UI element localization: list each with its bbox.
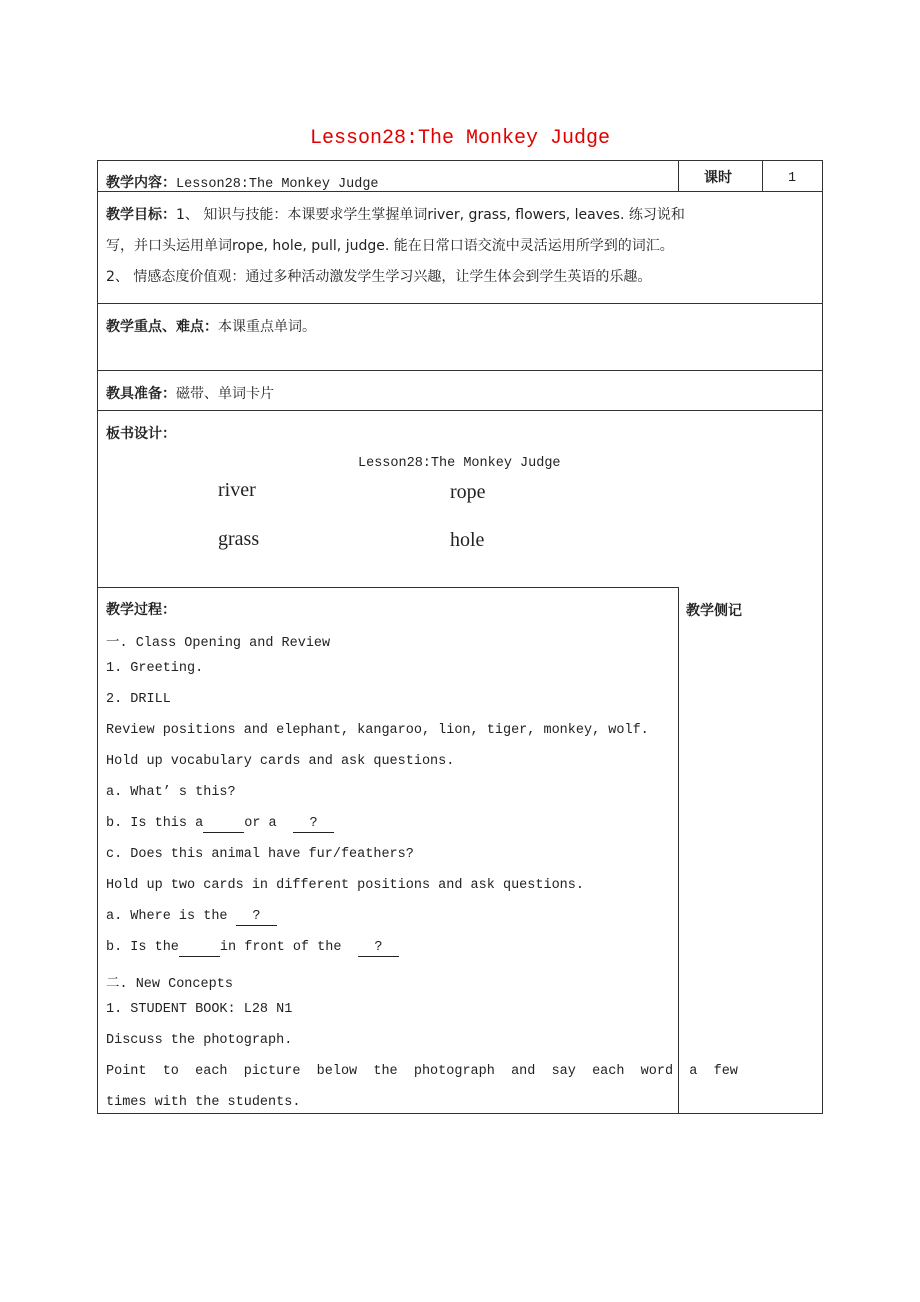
board-word: grass bbox=[218, 528, 260, 550]
answer-blank bbox=[358, 940, 399, 957]
objectives-label: 教学目标： bbox=[106, 207, 176, 223]
question-text: b. Is the bbox=[106, 940, 179, 955]
process-label: 教学过程： bbox=[106, 602, 176, 618]
question-where bbox=[106, 909, 277, 926]
board-label: 板书设计： bbox=[106, 426, 176, 442]
answer-blank bbox=[179, 940, 220, 957]
process-line: 一. Class Opening and Review bbox=[106, 636, 331, 651]
process-line: 2. DRILL bbox=[106, 692, 171, 707]
process-line: Review positions and elephant, kangaroo, lion, tiger, monkey, wolf. bbox=[106, 723, 649, 738]
period-label: 课时 bbox=[704, 170, 732, 186]
process-line: 1. Greeting. bbox=[106, 661, 204, 676]
materials-value: 磁带、单词卡片 bbox=[176, 386, 274, 402]
period-value: 1 bbox=[788, 171, 797, 186]
materials-label: 教具准备： bbox=[106, 386, 176, 402]
board-word: river bbox=[218, 479, 256, 501]
board-heading: Lesson28:The Monkey Judge bbox=[358, 456, 561, 471]
question-mark: ? bbox=[252, 909, 261, 924]
answer-blank bbox=[236, 909, 277, 926]
objectives-text: 1、 知识与技能：本课要求学生掌握单词river, grass, flowers, leaves. 练习说和 bbox=[176, 207, 685, 223]
process-line: 二. New Concepts bbox=[106, 977, 233, 992]
answer-blank bbox=[293, 816, 334, 833]
process-line: Hold up two cards in different positions and ask questions. bbox=[106, 878, 584, 893]
process-line: c. Does this animal have fur/feathers? bbox=[106, 847, 414, 862]
question-front bbox=[106, 940, 399, 957]
question-text: or a bbox=[244, 816, 285, 831]
content-row bbox=[106, 172, 379, 192]
answer-blank bbox=[203, 816, 244, 833]
question-or bbox=[106, 816, 334, 833]
content-value: Lesson28:The Monkey Judge bbox=[176, 177, 379, 192]
question-text: in front of the bbox=[219, 940, 350, 955]
process-line: Point to each picture below the photograph and say each word a few bbox=[106, 1064, 738, 1079]
process-line: Hold up vocabulary cards and ask questions. bbox=[106, 754, 455, 769]
document-title: Lesson28:The Monkey Judge bbox=[309, 127, 611, 150]
key-points-value: 本课重点单词。 bbox=[218, 319, 316, 335]
question-mark: ? bbox=[374, 940, 383, 955]
key-points bbox=[106, 316, 316, 336]
materials bbox=[106, 383, 274, 403]
question-text: b. Is this a bbox=[106, 816, 204, 831]
process-line: times with the students. bbox=[106, 1095, 301, 1110]
board-word: rope bbox=[450, 481, 486, 503]
objectives-line-1 bbox=[106, 204, 685, 224]
objectives-line-3: 2、 情感态度价值观：通过多种活动激发学生学习兴趣，让学生体会到学生英语的乐趣。 bbox=[106, 269, 652, 285]
question-mark: ? bbox=[309, 816, 318, 831]
content-label: 教学内容： bbox=[106, 175, 176, 191]
notes-label: 教学侧记 bbox=[686, 603, 742, 619]
question-text: a. Where is the bbox=[106, 909, 236, 924]
process-line: a. What’ s this? bbox=[106, 785, 236, 800]
objectives-line-2: 写，并口头运用单词rope, hole, pull, judge. 能在日常口语交流中灵活运用所学到的词汇。 bbox=[106, 238, 674, 254]
key-points-label: 教学重点、难点： bbox=[106, 319, 218, 335]
process-line: 1. STUDENT BOOK: L28 N1 bbox=[106, 1002, 293, 1017]
process-line: Discuss the photograph. bbox=[106, 1033, 293, 1048]
board-word: hole bbox=[450, 529, 485, 551]
